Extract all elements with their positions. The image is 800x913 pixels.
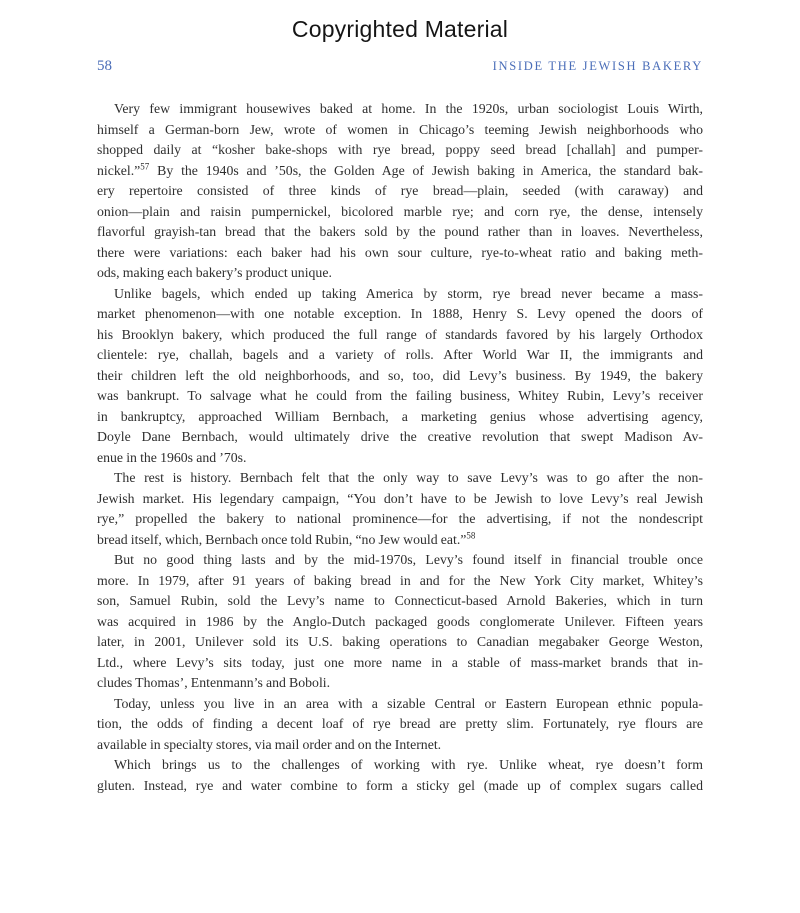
text-segment: bread itself, which, Bernbach once told Rubin, “no Jew would eat.” (97, 531, 467, 547)
body-line: son, Samuel Rubin, sold the Levy’s name to Connecticut-based Arnold Bakeries, which in turn (97, 593, 703, 608)
body-line: flavorful grayish-tan bread that the bakers sold by the pound rather than in loaves. Nevertheless, (97, 224, 703, 239)
body-line: ery repertoire consisted of three kinds of rye bread—plain, seeded (with caraway) and (97, 183, 703, 198)
paragraph (97, 550, 703, 694)
body-line: shopped daily at “kosher bake-shops with rye bread, poppy seed bread [challah] and pumper- (97, 142, 703, 157)
book-title-header: INSIDE THE JEWISH BAKERY (492, 59, 703, 73)
body-line: The rest is history. Bernbach felt that the only way to save Levy’s was to go after the non- (114, 470, 703, 485)
body-line: was acquired in 1986 by the Anglo-Dutch packaged goods conglomerate Unilever. Fifteen years (97, 613, 703, 629)
body-line: in bankruptcy, approached William Bernbach, a marketing genius whose advertising agency, (97, 408, 703, 424)
body-line: enue in the 1960s and ’70s. (97, 449, 247, 465)
paragraph (97, 99, 703, 284)
body-line: market phenomenon—with one notable exception. In 1888, Henry S. Levy opened the doors of (97, 306, 703, 321)
body-line: there were variations: each baker had his own sour culture, rye-to-wheat ratio and baking meth- (97, 244, 703, 260)
page-body (97, 99, 703, 796)
text-segment: nickel.” (97, 162, 141, 178)
body-line: himself a German-born Jew, wrote of women in Chicago’s teeming Jewish neighborhoods who (97, 121, 703, 137)
body-line: more. In 1979, after 91 years of baking bread in and for the New York City market, Whitey’s (97, 572, 703, 588)
body-line: Jewish market. His legendary campaign, “You don’t have to be Jewish to love Levy’s real Jewish (97, 490, 703, 506)
running-header (97, 58, 703, 75)
body-line (97, 530, 703, 551)
body-line: his Brooklyn bakery, which produced the full range of standards favored by his largely Orthodox (97, 326, 703, 342)
paragraph (97, 755, 703, 796)
body-line: onion—plain and raisin pumpernickel, bicolored marble rye; and corn rye, the dense, intensely (97, 203, 703, 219)
body-line: Which brings us to the challenges of working with rye. Unlike wheat, rye doesn’t form (114, 757, 703, 772)
body-line: Today, unless you live in an area with a sizable Central or Eastern European ethnic popula- (114, 695, 703, 711)
body-line: rye,” propelled the bakery to national prominence—for the advertising, if not the nondescript (97, 511, 703, 526)
page-number: 58 (97, 58, 112, 74)
body-line: Very few immigrant housewives baked at home. In the 1920s, urban sociologist Louis Wirth, (114, 101, 703, 116)
body-line: ods, making each bakery’s product unique. (97, 265, 332, 280)
paragraph (97, 694, 703, 756)
body-line: But no good thing lasts and by the mid-1970s, Levy’s found itself in financial trouble once (114, 552, 703, 567)
body-line: tion, the odds of finding a decent loaf of rye bread are pretty slim. Fortunately, rye flours are (97, 716, 703, 731)
footnote-reference: 58 (466, 529, 476, 540)
body-line: Ltd., where Levy’s sits today, just one more name in a stable of mass-market brands that in- (97, 654, 703, 670)
paragraph (97, 468, 703, 550)
body-line: cludes Thomas’, Entenmann’s and Boboli. (97, 675, 331, 690)
body-line: available in specialty stores, via mail order and on the Internet. (97, 736, 442, 752)
copyright-notice: Copyrighted Material (291, 16, 509, 42)
body-line: Unlike bagels, which ended up taking America by storm, rye bread never became a mass- (114, 285, 703, 301)
text-segment: By the 1940s and ’50s, the Golden Age of Jewish baking in America, the standard bak- (149, 162, 703, 178)
body-line: Doyle Dane Bernbach, would ultimately drive the creative revolution that swept Madison Av- (97, 429, 703, 444)
body-line: gluten. Instead, rye and water combine to form a sticky gel (made up of complex sugars called (97, 777, 703, 793)
paragraph (97, 284, 703, 469)
body-line: later, in 2001, Unilever sold its U.S. baking operations to Canadian megabaker George Weston, (97, 634, 703, 649)
body-line: their children left the old neighborhoods, and so, too, did Levy’s business. By 1949, the bakery (97, 367, 703, 383)
footnote-reference: 57 (140, 160, 150, 171)
body-line: was bankrupt. To salvage what he could from the failing business, Whitey Rubin, Levy’s receiver (97, 388, 703, 403)
body-line (97, 161, 703, 182)
body-line: clientele: rye, challah, bagels and a variety of rolls. After World War II, the immigrants and (97, 347, 703, 362)
